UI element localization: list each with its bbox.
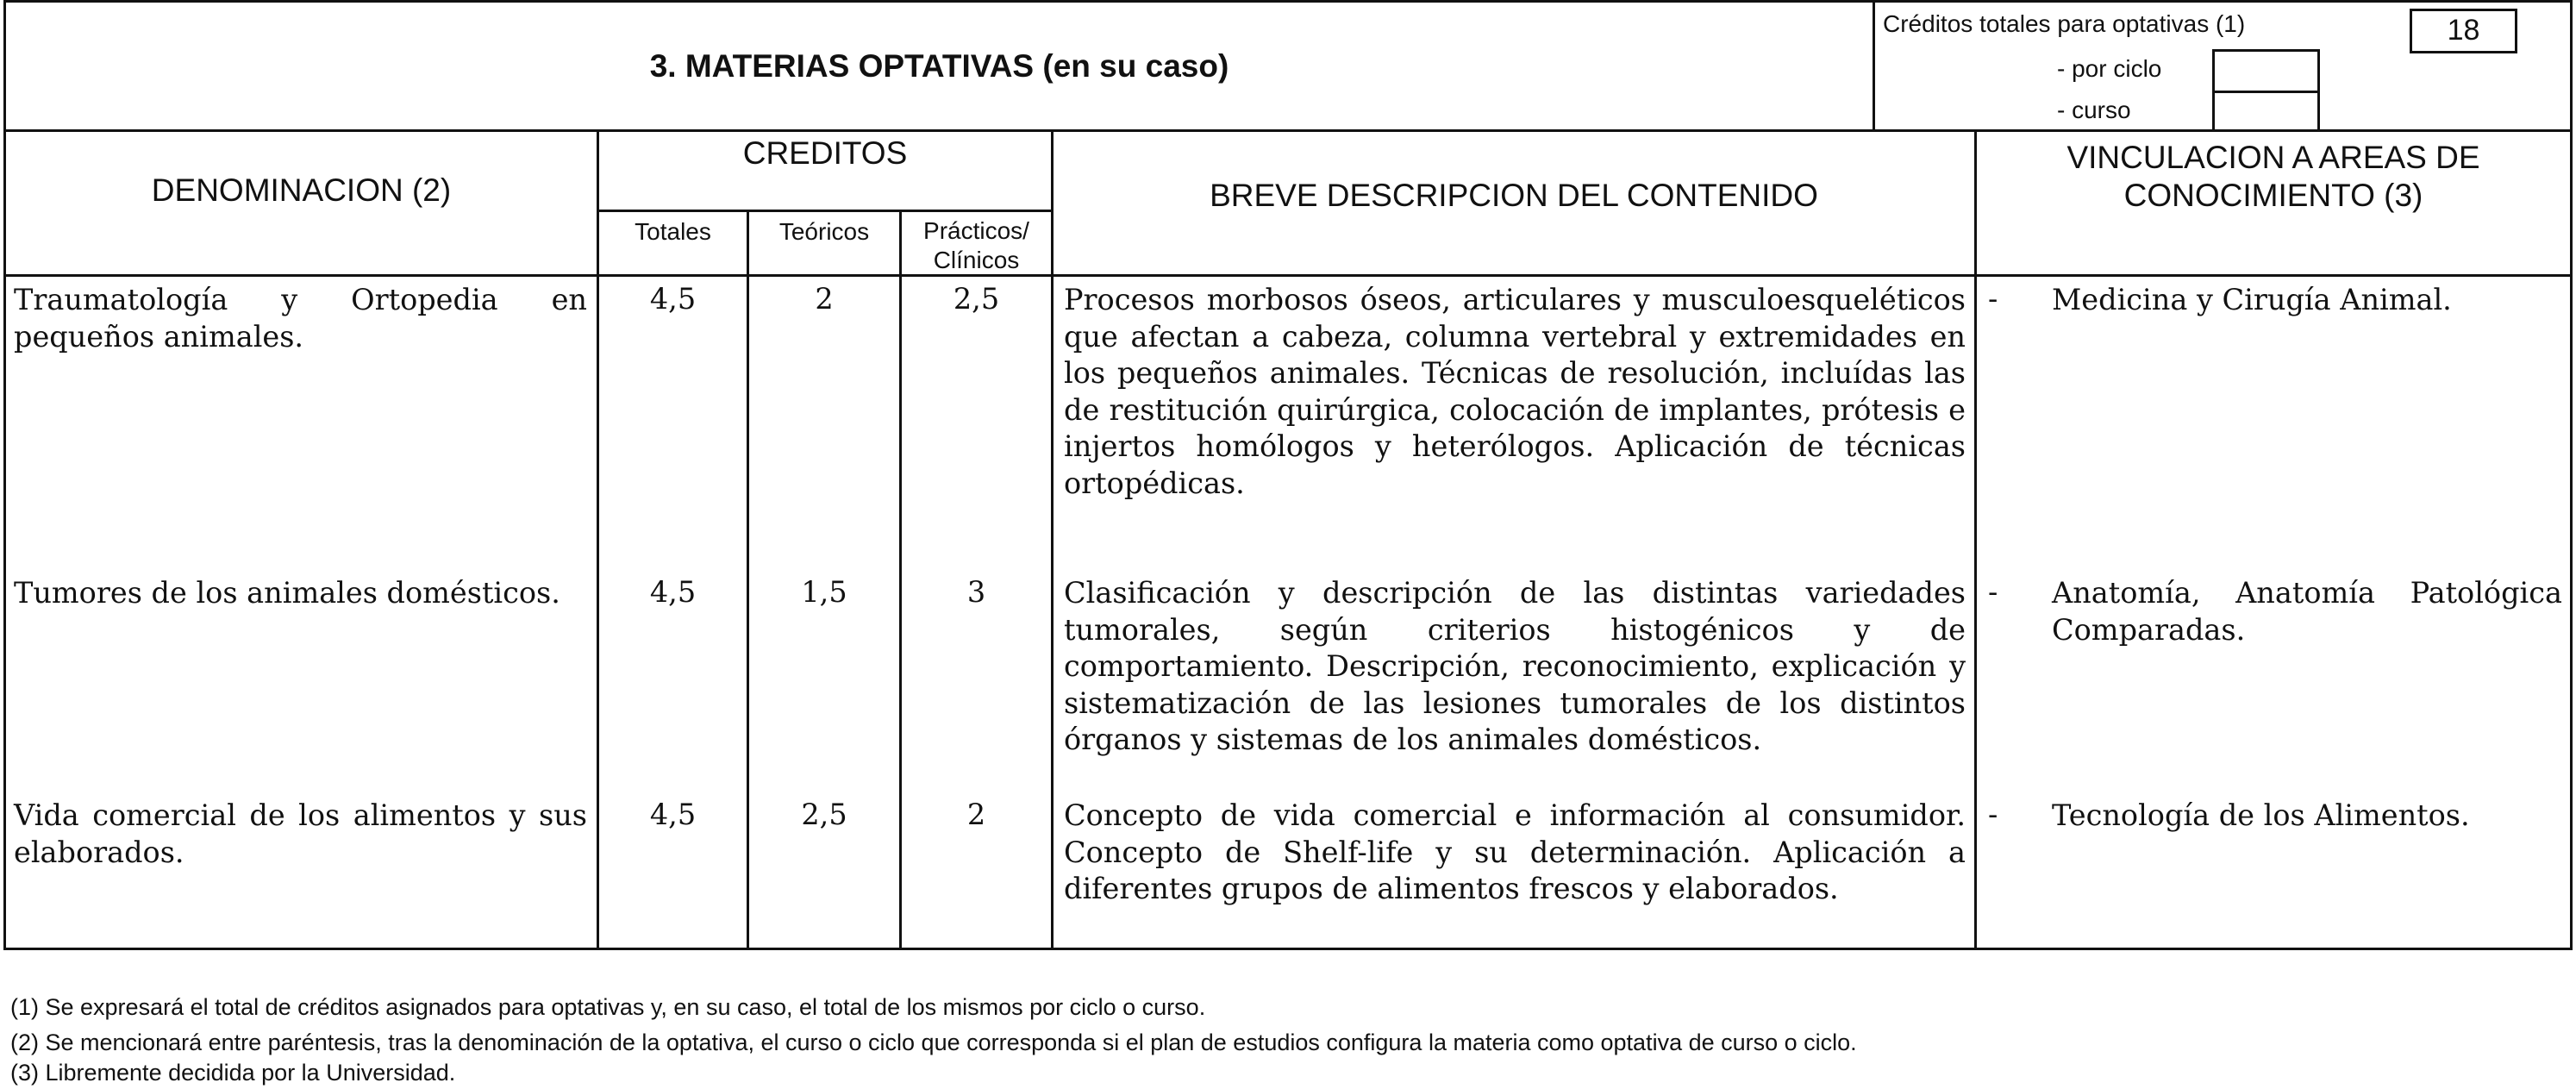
row-1-description: Procesos morbosos óseos, articulares y musculoesqueléticos que afectan a cabeza, columna vertebral y extremidades en los pequeños animales. Técnicas de resolución, incluídas las de restitución quirúrgica, colocación de implantes, prótesis e injertos homólogos y heterólogos. Aplicación de técnicas ortopédicas. xyxy=(1064,283,1966,500)
per-cycle-box[interactable] xyxy=(2212,49,2320,93)
row-1-totales: 4,5 xyxy=(649,282,697,316)
header-descripcion: BREVE DESCRIPCION DEL CONTENIDO xyxy=(1210,178,1818,213)
grid-line-title-bottom xyxy=(3,129,2573,132)
header-teoricos: Teóricos xyxy=(778,218,870,245)
row-3-dash: - xyxy=(1988,798,1998,831)
footnote-1: (1) Se expresará el total de créditos asignados para optativas y, en su caso, el total de los mismos por ciclo o curso. xyxy=(10,994,1206,1020)
grid-line-col4 xyxy=(1051,129,1054,950)
grid-line-left xyxy=(3,0,6,950)
header-vinculacion-line1: VINCULACION A AREAS DE xyxy=(2066,140,2480,175)
grid-line-col5 xyxy=(1974,129,1977,950)
row-1-teoricos: 2 xyxy=(815,282,834,316)
per-cycle-label: - por ciclo xyxy=(2057,55,2162,82)
grid-line-credits-box-left xyxy=(1873,0,1875,132)
row-3-teoricos: 2,5 xyxy=(801,798,847,831)
row-3-area: Tecnología de los Alimentos. xyxy=(2052,798,2470,832)
header-totales: Totales xyxy=(635,218,711,245)
row-2-description: Clasificación y descripción de las distintas variedades tumorales, según criterios histogénicos y de comportamiento. Descripción, reconocimiento, explicación y sistematización de las lesiones tumorales de los distintos órganos y sistemas de los animales domésticos. xyxy=(1064,576,1966,756)
header-denominacion: DENOMINACION (2) xyxy=(151,172,452,208)
row-2-dash: - xyxy=(1988,575,1998,609)
header-vinculacion-line2: CONOCIMIENTO (3) xyxy=(2123,178,2423,213)
grid-line-bottom xyxy=(3,948,2573,950)
row-2-area: Anatomía, Anatomía Patológica Comparadas. xyxy=(2052,576,2562,647)
row-2-teoricos: 1,5 xyxy=(801,575,847,609)
row-1-dash: - xyxy=(1988,282,1998,316)
grid-line-right xyxy=(2570,0,2573,950)
footnote-2: (2) Se mencionará entre paréntesis, tras la denominación de la optativa, el curso o ciclo que corresponda si el plan de estudios configura la materia como optativa de curso o ciclo. xyxy=(10,1030,1857,1055)
footnote-3: (3) Libremente decidida por la Universidad. xyxy=(10,1060,456,1086)
row-3-name: Vida comercial de los alimentos y sus elaborados. xyxy=(14,798,587,869)
row-3-description: Concepto de vida comercial e información al consumidor. Concepto de Shelf-life y su determinación. Aplicación a diferentes grupos de alimentos frescos y elaborados. xyxy=(1064,798,1966,905)
total-credits-value: 18 xyxy=(2447,14,2480,47)
row-2-practicos: 3 xyxy=(966,575,986,609)
row-1-area: Medicina y Cirugía Animal. xyxy=(2052,283,2452,316)
per-course-label: - curso xyxy=(2057,97,2131,123)
header-creditos: CREDITOS xyxy=(742,135,908,171)
form-title: 3. MATERIAS OPTATIVAS (en su caso) xyxy=(649,48,1229,84)
row-1-name: Traumatología y Ortopedia en pequeños animales. xyxy=(14,283,587,354)
row-3-practicos: 2 xyxy=(966,798,986,831)
row-3-totales: 4,5 xyxy=(649,798,697,831)
row-2-name: Tumores de los animales domésticos. xyxy=(14,576,560,610)
grid-line-header-bottom xyxy=(3,274,2573,277)
row-1-practicos: 2,5 xyxy=(953,282,1000,316)
header-practicos-line1: Prácticos/ xyxy=(923,217,1029,244)
row-2-totales: 4,5 xyxy=(649,575,697,609)
header-practicos-line2: Clínicos xyxy=(933,247,1020,273)
grid-line-subheader xyxy=(597,210,1054,212)
total-credits-label: Créditos totales para optativas (1) xyxy=(1883,10,2246,37)
grid-line-top xyxy=(3,0,2573,3)
per-course-box[interactable] xyxy=(2212,91,2320,132)
